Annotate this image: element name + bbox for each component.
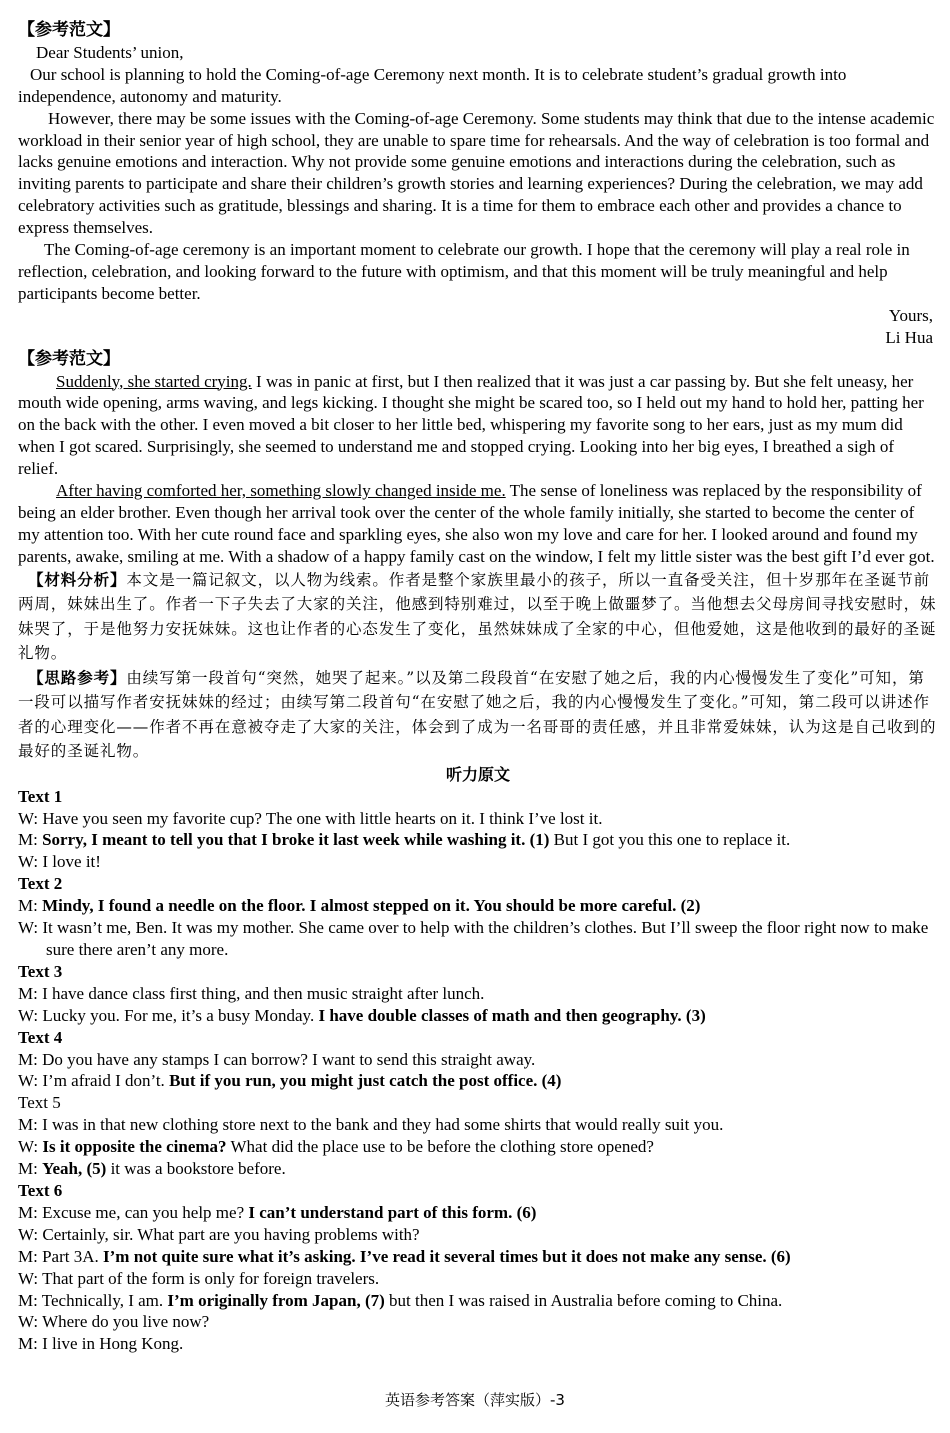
transcript-line-text: M: <box>18 1159 43 1179</box>
transcript-line-text: M: Technically, I am. <box>18 1290 168 1310</box>
transcript-line-text: W: I love it! <box>18 852 101 872</box>
essay-1-paragraph-3: The Coming-of-age ceremony is an important moment to celebrate our growth. I hope that the ceremony will play a real role in reflection, celebration, and looking forward to the future with optimism, and that this moment will be truly meaningful and help participants become better. <box>18 240 910 303</box>
essay-1-closing: Yours, <box>888 305 933 325</box>
transcript-line-text: M: I live in Hong Kong. <box>18 1334 184 1354</box>
material-analysis-label: 【材料分析】 <box>28 570 127 589</box>
transcript-line-text: What did the place use to be before the clothing store opened? <box>226 1137 654 1157</box>
transcript-line-text: M: Excuse me, can you help me? <box>18 1202 249 1222</box>
transcript-line-text: but then I was raised in Australia before coming to China. <box>384 1290 783 1310</box>
transcript-line <box>18 1202 938 1224</box>
transcript-line-text: W: Certainly, sir. What part are you having problems with? <box>18 1224 420 1244</box>
idea-reference-label: 【思路参考】 <box>28 668 127 687</box>
transcript-line-text: W: Where do you live now? <box>18 1312 210 1332</box>
idea-reference <box>18 666 938 764</box>
transcript-line <box>18 983 938 1005</box>
transcript-line-text: M: <box>18 830 43 850</box>
transcript-line <box>18 1049 938 1071</box>
transcript-line <box>18 1224 938 1246</box>
transcript-line-text: it was a bookstore before. <box>106 1159 286 1179</box>
transcript-line <box>18 829 938 851</box>
transcript-line-answer: I’m originally from Japan, (7) <box>167 1290 385 1310</box>
essay-2-paragraph-2-body: The sense of loneliness was replaced by the responsibility of being an elder brother. Even though her arrival took over the center of the whole family initially, she started to become the center of my attention too. With her cute round face and sparkling eyes, she also won my love and care for her. I looked around and found my parents, awake, smiling at me. With a shadow of a happy family cast on the window, I felt my little sister was the best gift I’d ever got. <box>18 481 935 566</box>
material-analysis <box>18 568 938 666</box>
transcript-line-answer: Sorry, I meant to tell you that I broke it last week while washing it. (1) <box>42 830 550 850</box>
transcript-line-answer: Yeah, (5) <box>42 1159 107 1179</box>
transcript-line <box>18 1158 938 1180</box>
transcript-text-label: Text 2 <box>18 874 63 894</box>
transcript-texts <box>18 786 938 1356</box>
listening-title: 听力原文 <box>445 764 510 784</box>
transcript-text-label: Text 5 <box>18 1093 61 1113</box>
essay-1 <box>18 20 938 349</box>
transcript-text-label: Text 4 <box>18 1027 63 1047</box>
essay-1-paragraph-2: However, there may be some issues with the Coming-of-age Ceremony. Some students may think that due to the intense academic workload in their senior year of high school, they are unable to spare time for rehearsals. And the way of celebration is too formal and lacks genuine emotions and interaction. Why not provide some genuine emotions and interactions during the celebration, such as inviting parents to participate and share their children’s growth stories and learning experiences? During the celebration, we may add celebratory activities such as gratitude, blessings and sharing. It is a time for them to embrace each other and provides a chance to express themselves. <box>18 108 935 238</box>
transcript-line <box>18 1311 938 1333</box>
essay-2-paragraph-2 <box>18 480 938 568</box>
transcript-line <box>18 1005 938 1027</box>
transcript-line <box>18 895 938 917</box>
material-analysis-text: 本文是一篇记叙文，以人物为线索。作者是整个家族里最小的孩子，所以一直备受关注，但十岁那年在圣诞节前两周，妹妹出生了。作者一下子失去了大家的关注，他感到特别难过，以至于晚上做噩梦了。当他想去父母房间寻找安慰时，妹妹哭了，于是他努力安抚妹妹。这也让作者的心态发生了变化，虽然妹妹成了全家的中心，但他爱她，这是他收到的最好的圣诞礼物。 <box>18 570 937 663</box>
transcript-line <box>18 851 938 873</box>
idea-reference-text: 由续写第一段首句“突然，她哭了起来。”以及第二段段首“在安慰了她之后，我的内心慢慢发生了变化”可知，第一段可以描写作者安抚妹妹的经过；由续写第二段首句“在安慰了她之后，我的内心慢慢发生了变化。”可知，第二段可以讲述作者的心理变化——作者不再在意被夺走了大家的关注，体会到了成为一名哥哥的责任感，并且非常爱妹妹，认为这是自己收到的最好的圣诞礼物。 <box>18 668 937 761</box>
transcript-line-text: W: That part of the form is only for foreign travelers. <box>18 1268 380 1288</box>
transcript-line-text: M: I have dance class first thing, and then music straight after lunch. <box>18 983 485 1003</box>
essay-2-paragraph-1-lead: Suddenly, she started crying. <box>56 371 252 391</box>
transcript-line <box>18 808 938 830</box>
transcript-line-text: M: I was in that new clothing store next to the bank and they had some shirts that would really suit you. <box>18 1115 724 1135</box>
transcript-text-label: Text 1 <box>18 786 63 806</box>
transcript-line <box>18 1333 938 1355</box>
transcript-line <box>18 1268 938 1290</box>
transcript-line-answer: But if you run, you might just catch the post office. (4) <box>169 1071 562 1091</box>
transcript-line-text: M: Do you have any stamps I can borrow? I want to send this straight away. <box>18 1049 536 1069</box>
essay-2-paragraph-1 <box>18 371 938 481</box>
transcript-text-label: Text 3 <box>18 961 63 981</box>
transcript-line-answer: I’m not quite sure what it’s asking. I’ve read it several times but it does not make any sense. (6) <box>103 1246 791 1266</box>
essay-1-salutation: Dear Students’ union, <box>36 42 184 62</box>
transcript-line <box>18 1136 938 1158</box>
transcript-line-answer: I have double classes of math and then geography. (3) <box>318 1005 706 1025</box>
page-footer: 英语参考答案（萍实版）-3 <box>385 1391 565 1409</box>
transcript-line <box>18 1290 938 1312</box>
essay-1-heading: 【参考范文】 <box>18 20 120 40</box>
transcript-line <box>18 1070 938 1092</box>
transcript-line <box>18 917 938 961</box>
essay-2-paragraph-2-lead: After having comforted her, something slowly changed inside me. <box>56 481 506 501</box>
transcript-line-answer: I can’t understand part of this form. (6) <box>248 1202 537 1222</box>
transcript-line-text: W: Have you seen my favorite cup? The one with little hearts on it. I think I’ve lost it. <box>18 808 603 828</box>
transcript-line <box>18 1114 938 1136</box>
transcript-line-text: But I got you this one to replace it. <box>549 830 791 850</box>
essay-2 <box>18 349 938 764</box>
transcript-text-label: Text 6 <box>18 1180 63 1200</box>
transcript-line-text: W: Lucky you. For me, it’s a busy Monday. <box>18 1005 319 1025</box>
transcript-line-text: M: Part 3A. <box>18 1246 103 1266</box>
transcript-line-answer: Is it opposite the cinema? <box>42 1137 227 1157</box>
transcript-line <box>18 1246 938 1268</box>
essay-1-paragraph-1: Our school is planning to hold the Coming-of-age Ceremony next month. It is to celebrate student’s gradual growth into independence, autonomy and maturity. <box>18 64 847 106</box>
answer-page <box>18 20 938 1355</box>
transcript-line-text: W: It wasn’t me, Ben. It was my mother. She came over to help with the children’s clothes. But I’ll sweep the floor right now to make sure there aren’t any more. <box>18 918 929 959</box>
listening-transcript <box>18 764 938 1356</box>
essay-1-signature: Li Hua <box>885 327 933 347</box>
transcript-line-text: M: <box>18 896 43 916</box>
transcript-line-text: W: <box>18 1137 43 1157</box>
transcript-line-answer: Mindy, I found a needle on the floor. I almost stepped on it. You should be more careful. (2) <box>42 896 701 916</box>
transcript-line-text: W: I’m afraid I don’t. <box>18 1071 170 1091</box>
essay-2-paragraph-1-body: I was in panic at first, but I then realized that it was just a car passing by. But she felt uneasy, her mouth wide opening, arms waving, and legs kicking. I thought she might be scared too, so I held out my hand to hold her, patting her on the back with the other. I even moved a bit closer to her little bed, whispering my favorite song to her ears, just as my mum did when I got scared. Surprisingly, she seemed to understand me and stopped crying. Looking into her big eyes, I breathed a sigh of relief. <box>18 371 924 479</box>
essay-2-heading: 【参考范文】 <box>18 348 120 369</box>
